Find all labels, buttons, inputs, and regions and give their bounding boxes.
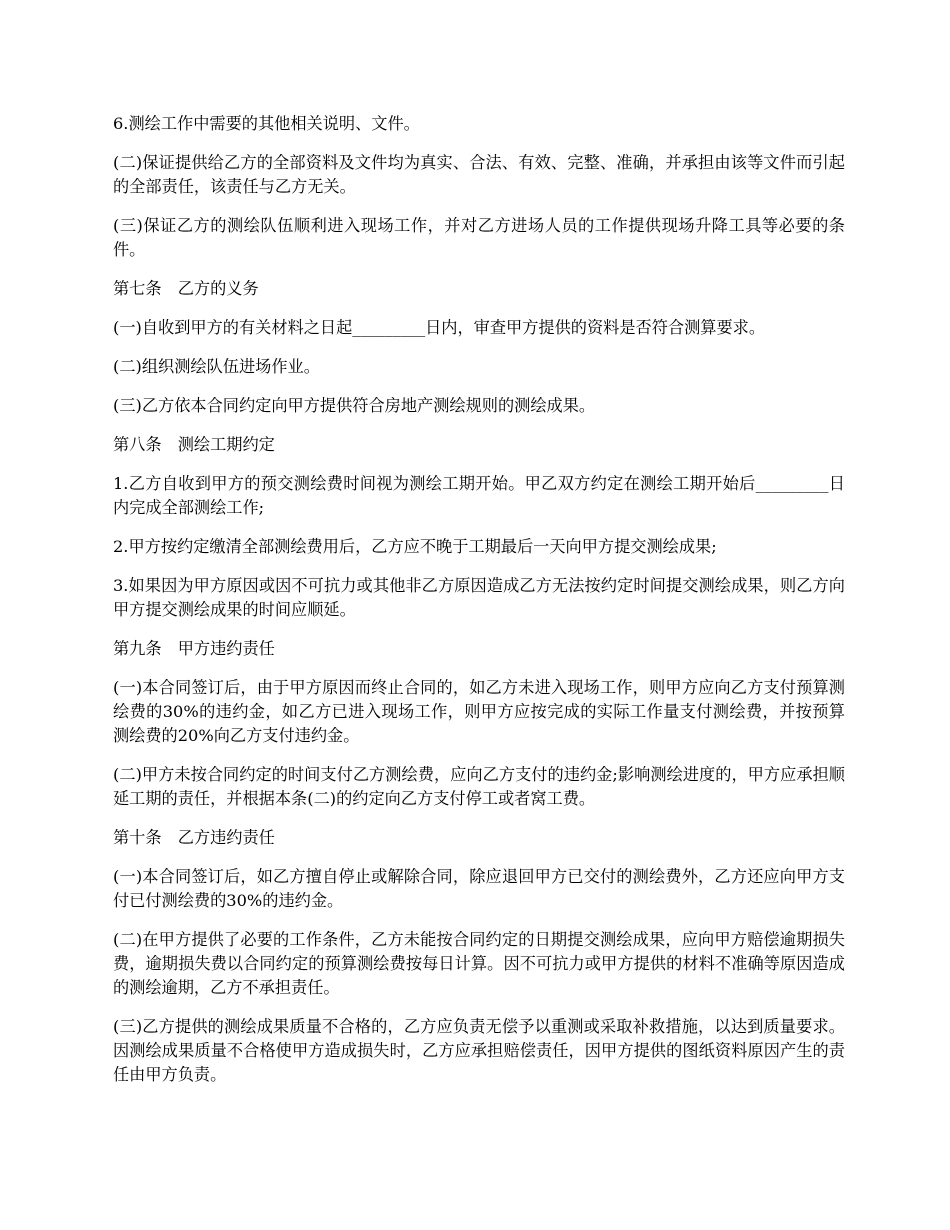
article-10-heading: 第十条 乙方违约责任	[113, 828, 275, 847]
article-10-clause-3: (三)乙方提供的测绘成果质量不合格的，乙方应负责无偿予以重测或采取补救措施，以达到质量要求。因测绘成果质量不合格使甲方造成损失时，乙方应承担赔偿责任，因甲方提供的图纸资料原因产生的责任由甲方负责。	[113, 1017, 845, 1084]
article-10-clause-1: (一)本合同签订后，如乙方擅自停止或解除合同，除应退回甲方已交付的测绘费外，乙方还应向甲方支付已付测绘费的30%的违约金。	[113, 867, 845, 910]
document-page	[113, 112, 845, 1102]
article-8-item-3: 3.如果因为甲方原因或因不可抗力或其他非乙方原因造成乙方无法按约定时间提交测绘成果，则乙方向甲方提交测绘成果的时间应顺延。	[113, 576, 845, 619]
article-8-item-1: 1.乙方自收到甲方的预交测绘费时间视为测绘工期开始。甲乙双方约定在测绘工期开始后_________日内完成全部测绘工作;	[113, 474, 845, 517]
article-7-clause-3: (三)乙方依本合同约定向甲方提供符合房地产测绘规则的测绘成果。	[113, 396, 596, 415]
article-8-item-2: 2.甲方按约定缴清全部测绘费用后，乙方应不晚于工期最后一天向甲方提交测绘成果;	[113, 537, 717, 556]
article-8-heading: 第八条 测绘工期约定	[113, 435, 275, 454]
article-9-heading: 第九条 甲方违约责任	[113, 639, 275, 658]
paragraph-item-6: 6.测绘工作中需要的其他相关说明、文件。	[113, 114, 420, 133]
paragraph-clause-3: (三)保证乙方的测绘队伍顺利进入现场工作，并对乙方进场人员的工作提供现场升降工具等必要的条件。	[113, 216, 845, 259]
article-9-clause-2: (二)甲方未按合同约定的时间支付乙方测绘费，应向乙方支付的违约金;影响测绘进度的，甲方应承担顺延工期的责任，并根据本条(二)的约定向乙方支付停工或者窝工费。	[113, 765, 845, 808]
article-7-heading: 第七条 乙方的义务	[113, 279, 259, 298]
article-7-clause-2: (二)组织测绘队伍进场作业。	[113, 357, 320, 376]
article-10-clause-2: (二)在甲方提供了必要的工作条件，乙方未能按合同约定的日期提交测绘成果，应向甲方赔偿逾期损失费，逾期损失费以合同约定的预算测绘费按每日计算。因不可抗力或甲方提供的材料不准确等原因造成的测绘逾期，乙方不承担责任。	[113, 930, 845, 997]
article-9-clause-1: (一)本合同签订后，由于甲方原因而终止合同的，如乙方未进入现场工作，则甲方应向乙方支付预算测绘费的30%的违约金，如乙方已进入现场工作，则甲方应按完成的实际工作量支付测绘费，并按预算测绘费的20%向乙方支付违约金。	[113, 678, 845, 745]
article-7-clause-1: (一)自收到甲方的有关材料之日起_________日内，审查甲方提供的资料是否符合测算要求。	[113, 318, 766, 337]
paragraph-clause-2: (二)保证提供给乙方的全部资料及文件均为真实、合法、有效、完整、准确，并承担由该等文件而引起的全部责任，该责任与乙方无关。	[113, 153, 845, 196]
